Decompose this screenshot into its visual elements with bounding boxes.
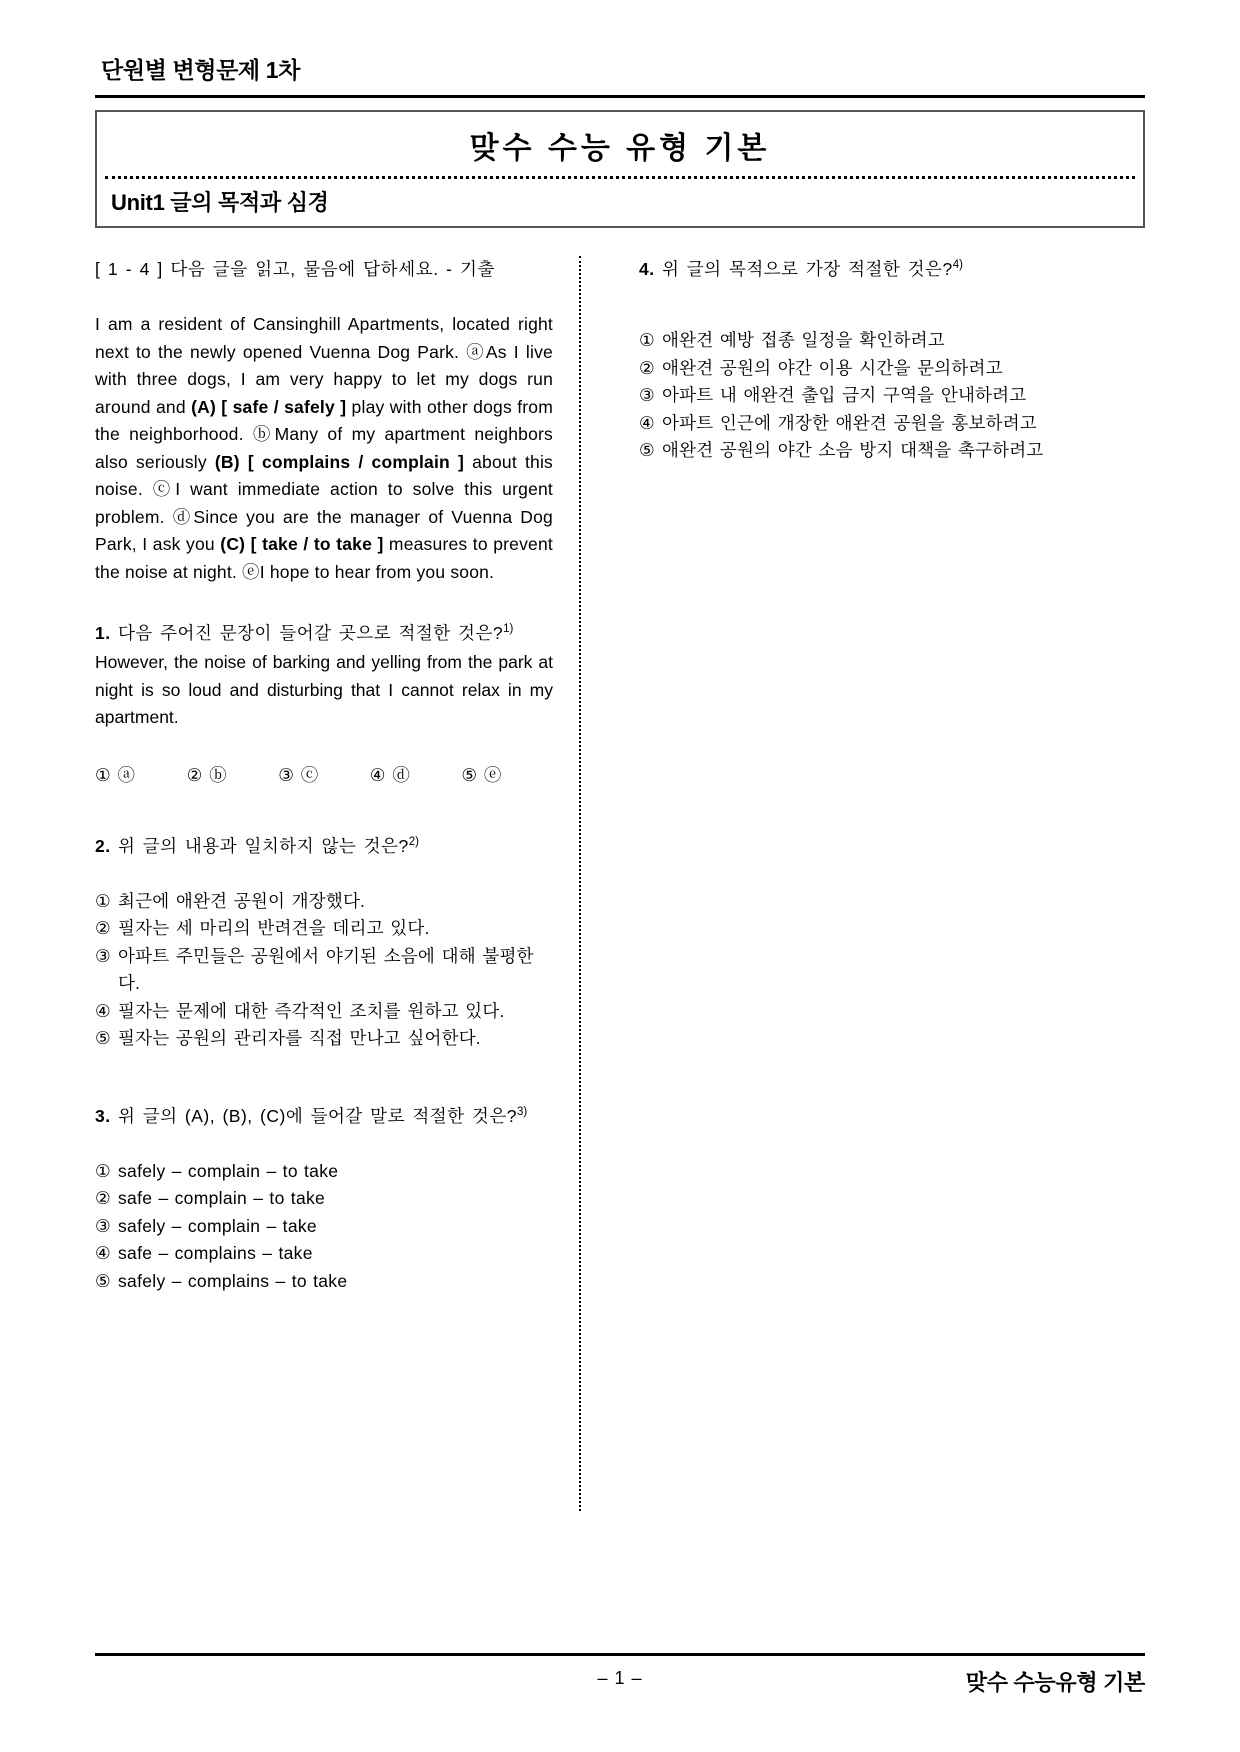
option-marker: ③	[95, 945, 111, 966]
page-number: – 1 –	[597, 1668, 643, 1688]
question-3-option-3[interactable]	[95, 1213, 553, 1241]
option-marker: ④	[95, 1243, 111, 1263]
question-1-option-3[interactable]: ③ ⓒ	[278, 764, 320, 785]
question-2-number: 2.	[95, 835, 111, 856]
question-3-option-5[interactable]	[95, 1268, 553, 1296]
question-3-options	[95, 1158, 553, 1296]
passage-segment-2: play with other dogs from the neighborhood. ⓑMany of my apartment neighbors also seriously	[95, 396, 553, 472]
column-divider	[579, 256, 581, 1511]
option-label: safely – complains – to take	[118, 1270, 348, 1291]
question-3-text: 위 글의 (A), (B), (C)에 들어갈 말로 적절한 것은?	[117, 1105, 517, 1126]
document-header-label: 단원별 변형문제 1차	[101, 57, 300, 83]
page-title: 맞수 수능 유형 기본	[469, 132, 771, 165]
option-label: 애완견 공원의 야간 소음 방지 대책을 촉구하려고	[662, 440, 1044, 460]
question-4-gap	[639, 285, 1065, 327]
question-3-option-1[interactable]	[95, 1158, 553, 1186]
option-marker: ④	[95, 1000, 111, 1021]
option-label: safely – complain – to take	[118, 1160, 339, 1181]
passage-choice-c: (C) [ take / to take ]	[220, 534, 384, 554]
left-column	[95, 256, 565, 1511]
question-3-option-2[interactable]	[95, 1185, 553, 1213]
question-1-option-2[interactable]: ② ⓑ	[186, 764, 228, 785]
footer-divider-rule	[95, 1653, 1145, 1656]
question-1-options	[95, 762, 553, 787]
option-marker: ②	[95, 1188, 111, 1208]
question-4-option-1[interactable]	[639, 327, 1065, 355]
passage-segment-1: I am a resident of Cansinghill Apartments, located right next to the newly opened Vuenna Dog Park. ⓐAs I live with three dogs, I am very happy to let my dogs run around and	[95, 314, 553, 417]
question-4-option-5[interactable]	[639, 437, 1065, 465]
question-1-text: 다음 주어진 문장이 들어갈 곳으로 적절한 것은?	[117, 623, 504, 643]
question-2-option-2[interactable]	[95, 915, 553, 943]
option-label: safely – complain – take	[118, 1215, 317, 1236]
option-marker: ②	[639, 357, 655, 378]
question-4-options	[639, 327, 1065, 465]
question-4-heading	[639, 256, 1065, 281]
question-1-option-5[interactable]: ⑤ ⓔ	[461, 764, 503, 785]
page-footer	[95, 1653, 1145, 1700]
option-label: safe – complains – take	[118, 1243, 313, 1263]
passage-choice-a: (A) [ safe / safely ]	[191, 396, 347, 417]
question-1-option-1[interactable]: ① ⓐ	[95, 764, 137, 785]
option-label: safe – complain – to take	[118, 1188, 326, 1208]
option-marker: ⑤	[639, 440, 655, 460]
option-marker: ④	[639, 412, 655, 433]
option-marker: ①	[95, 890, 111, 911]
question-3-footnote: 3)	[516, 1105, 528, 1118]
header-divider-rule	[95, 95, 1145, 98]
question-4-option-4[interactable]	[639, 410, 1065, 438]
passage-choice-b: (B) [ complains / complain ]	[214, 451, 465, 472]
passage-segment-4: measures to prevent the noise at night. ⓔI hope to hear from you soon.	[95, 534, 553, 582]
option-marker: ⑤	[95, 1270, 111, 1291]
question-1-given-sentence: However, the noise of barking and yelling from the park at night is so loud and disturbing that I cannot relax in my apartment.	[95, 652, 553, 727]
option-marker: ⑤	[95, 1028, 111, 1048]
question-2-option-4[interactable]	[95, 998, 553, 1026]
option-label: 아파트 내 애완견 출입 금지 구역을 안내하려고	[662, 385, 1027, 405]
option-label: 아파트 인근에 개장한 애완견 공원을 홍보하려고	[662, 412, 1037, 433]
question-4-number: 4.	[639, 259, 655, 279]
question-1-footnote: 1)	[503, 623, 514, 636]
footer-content	[95, 1668, 1145, 1700]
question-2-footnote: 2)	[408, 835, 419, 848]
question-4-text: 위 글의 목적으로 가장 적절한 것은?	[661, 259, 953, 279]
option-label: 애완견 예방 접종 일정을 확인하려고	[662, 330, 945, 350]
question-2-heading	[95, 833, 553, 858]
question-2-options	[95, 888, 553, 1053]
footer-brand-label: 맞수 수능유형 기본	[965, 1670, 1145, 1695]
title-box	[95, 110, 1145, 228]
option-marker: ①	[95, 1160, 111, 1181]
reading-directive: [ 1 - 4 ] 다음 글을 읽고, 물음에 답하세요. - 기출	[95, 259, 496, 279]
passage-segment-3: about this noise. ⓒI want immediate action to solve this urgent problem. ⓓSince you are the manager of Vuenna Dog Park, I ask you	[95, 451, 554, 554]
question-2-option-3[interactable]	[95, 943, 553, 998]
option-label: 최근에 애완견 공원이 개장했다.	[118, 890, 366, 911]
question-1-heading	[95, 620, 553, 645]
question-1-number: 1.	[95, 623, 111, 643]
question-2-text: 위 글의 내용과 일치하지 않는 것은?	[117, 835, 409, 856]
option-marker: ②	[95, 918, 111, 938]
option-label: 필자는 공원의 관리자를 직접 만나고 싶어한다.	[118, 1028, 481, 1048]
option-marker: ③	[95, 1215, 111, 1236]
question-2-option-5[interactable]	[95, 1025, 553, 1053]
question-2-gap	[95, 862, 553, 888]
question-4-option-2[interactable]	[639, 355, 1065, 383]
question-3-option-4[interactable]	[95, 1240, 553, 1268]
question-4-footnote: 4)	[952, 259, 963, 272]
option-label: 아파트 주민들은 공원에서 야기된 소음에 대해 불평한다.	[118, 945, 534, 993]
question-3-heading	[95, 1103, 553, 1128]
right-column	[595, 256, 1065, 1511]
question-2-option-1[interactable]	[95, 888, 553, 916]
question-1-option-4[interactable]: ④ ⓓ	[369, 764, 411, 785]
unit-label: Unit1 글의 목적과 심경	[111, 190, 329, 215]
option-marker: ③	[639, 385, 655, 405]
option-label: 필자는 세 마리의 반려견을 데리고 있다.	[118, 918, 430, 938]
question-3-gap	[95, 1132, 553, 1158]
question-3-number: 3.	[95, 1105, 111, 1126]
two-column-body	[95, 256, 1145, 1511]
question-4-option-3[interactable]	[639, 382, 1065, 410]
reading-passage	[95, 311, 553, 586]
option-label: 필자는 문제에 대한 즉각적인 조치를 원하고 있다.	[118, 1000, 505, 1021]
option-marker: ①	[639, 330, 655, 350]
option-label: 애완견 공원의 야간 이용 시간을 문의하려고	[662, 357, 1003, 378]
